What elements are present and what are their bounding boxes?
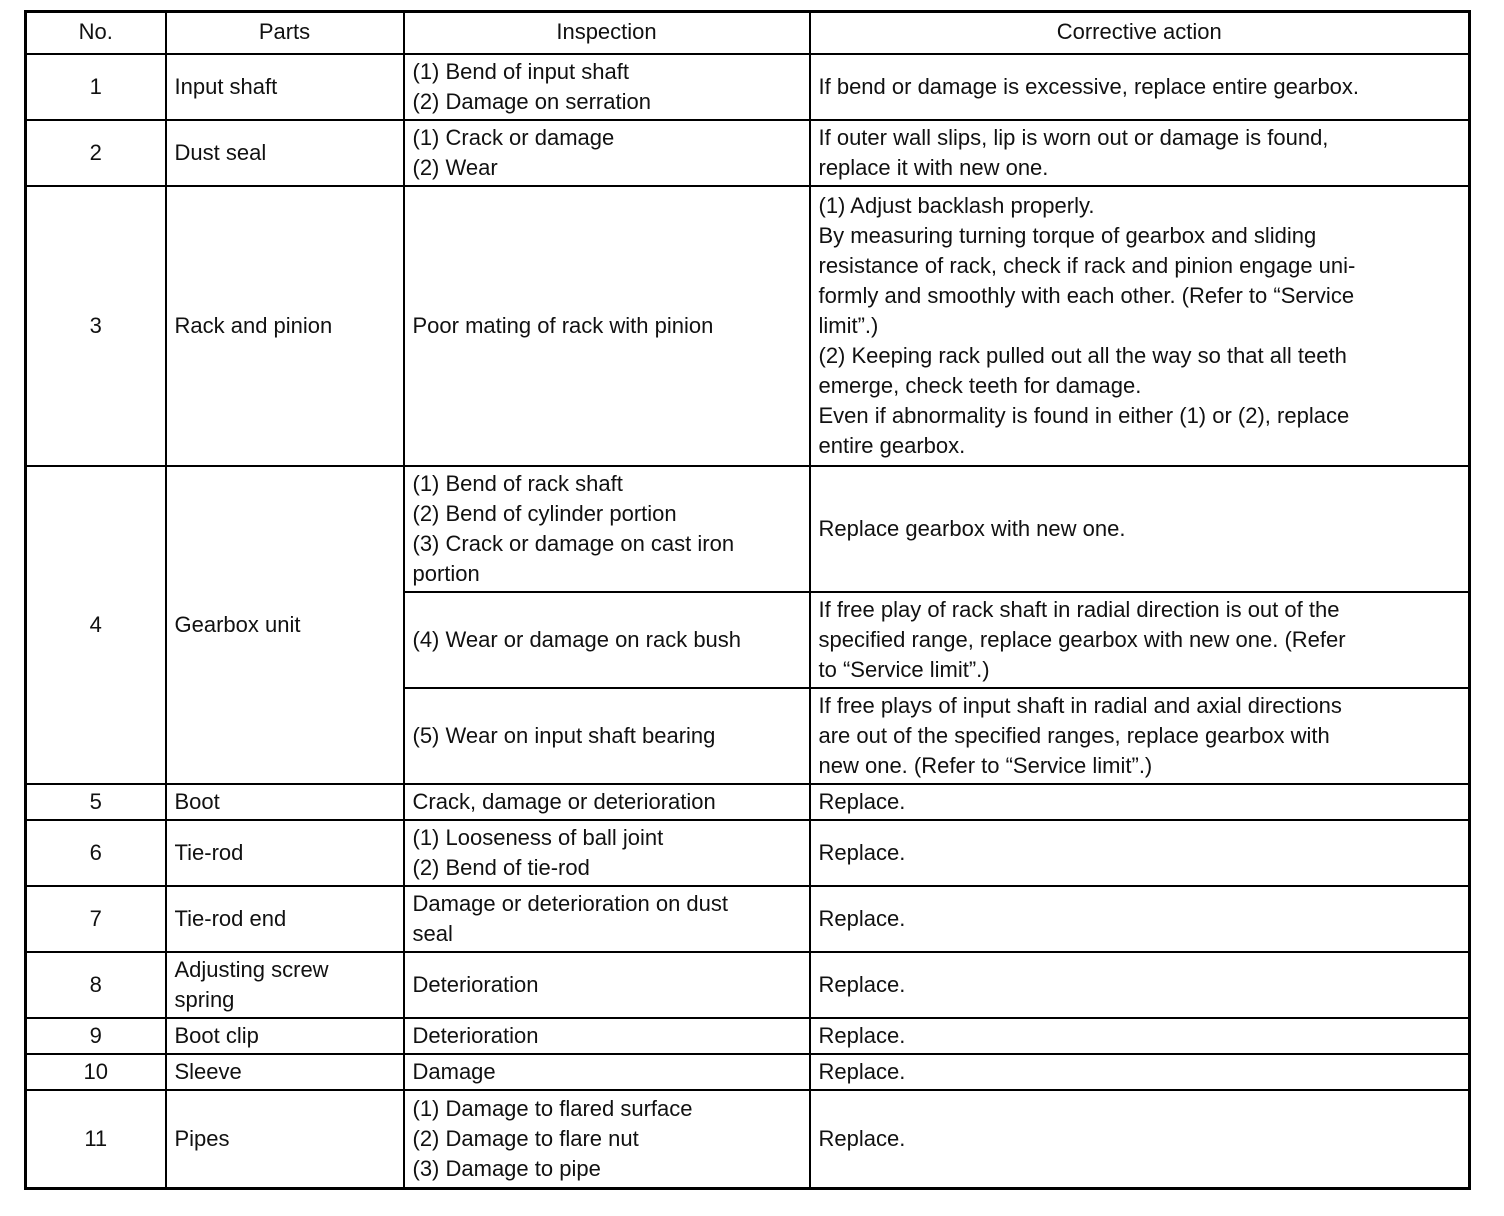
corrective-action: Replace. xyxy=(810,952,1470,1018)
header-row xyxy=(26,12,1470,55)
inspection-item: Deterioration xyxy=(404,952,810,1018)
corrective-action: Replace. xyxy=(810,1090,1470,1188)
part-name: Adjusting screw spring xyxy=(166,952,404,1018)
row-number: 3 xyxy=(26,186,166,466)
table-row xyxy=(26,120,1470,186)
corrective-action: (1) Adjust backlash properly. By measuring turning torque of gearbox and sliding resistance of rack, check if rack and pinion engage uni- formly and smoothly with each other. (Refer to “Service limit”.) (2) Keeping rack pulled out all the way so that all teeth emerge, check teeth for damage. Even if abnormality is found in either (1) or (2), replace entire gearbox. xyxy=(810,186,1470,466)
row-number: 9 xyxy=(26,1018,166,1054)
row-number: 6 xyxy=(26,820,166,886)
row-number: 8 xyxy=(26,952,166,1018)
inspection-item: (4) Wear or damage on rack bush xyxy=(404,592,810,688)
part-name: Tie-rod end xyxy=(166,886,404,952)
row-number: 2 xyxy=(26,120,166,186)
row-number: 1 xyxy=(26,54,166,120)
corrective-action: Replace. xyxy=(810,784,1470,820)
header-corrective-action: Corrective action xyxy=(810,12,1470,55)
table-row xyxy=(26,820,1470,886)
table-row xyxy=(26,1090,1470,1188)
part-name: Rack and pinion xyxy=(166,186,404,466)
row-number: 7 xyxy=(26,886,166,952)
part-name: Pipes xyxy=(166,1090,404,1188)
inspection-item: (1) Looseness of ball joint (2) Bend of tie-rod xyxy=(404,820,810,886)
inspection-item: Damage xyxy=(404,1054,810,1090)
inspection-item: Crack, damage or deterioration xyxy=(404,784,810,820)
header-no: No. xyxy=(26,12,166,55)
corrective-action: If free plays of input shaft in radial and axial directions are out of the specified ranges, replace gearbox with new one. (Refer to “Service limit”.) xyxy=(810,688,1470,784)
inspection-item: (1) Crack or damage (2) Wear xyxy=(404,120,810,186)
part-name: Dust seal xyxy=(166,120,404,186)
inspection-item: Poor mating of rack with pinion xyxy=(404,186,810,466)
row-number: 11 xyxy=(26,1090,166,1188)
table-row xyxy=(26,54,1470,120)
corrective-action: Replace. xyxy=(810,820,1470,886)
inspection-item: (1) Bend of rack shaft (2) Bend of cylinder portion (3) Crack or damage on cast iron portion xyxy=(404,466,810,592)
inspection-item: (1) Bend of input shaft (2) Damage on serration xyxy=(404,54,810,120)
part-name: Gearbox unit xyxy=(166,466,404,784)
inspection-item: Damage or deterioration on dust seal xyxy=(404,886,810,952)
inspection-item: (5) Wear on input shaft bearing xyxy=(404,688,810,784)
corrective-action: Replace. xyxy=(810,1018,1470,1054)
part-name: Boot xyxy=(166,784,404,820)
corrective-action: Replace gearbox with new one. xyxy=(810,466,1470,592)
inspection-item: (1) Damage to flared surface (2) Damage to flare nut (3) Damage to pipe xyxy=(404,1090,810,1188)
table-row xyxy=(26,1054,1470,1090)
row-number: 10 xyxy=(26,1054,166,1090)
corrective-action: Replace. xyxy=(810,886,1470,952)
part-name: Tie-rod xyxy=(166,820,404,886)
table-row xyxy=(26,466,1470,592)
inspection-item: Deterioration xyxy=(404,1018,810,1054)
table-row xyxy=(26,186,1470,466)
inspection-table xyxy=(24,10,1471,1190)
part-name: Boot clip xyxy=(166,1018,404,1054)
row-number: 5 xyxy=(26,784,166,820)
row-number: 4 xyxy=(26,466,166,784)
corrective-action: If bend or damage is excessive, replace entire gearbox. xyxy=(810,54,1470,120)
part-name: Sleeve xyxy=(166,1054,404,1090)
header-parts: Parts xyxy=(166,12,404,55)
table-row xyxy=(26,952,1470,1018)
corrective-action: If free play of rack shaft in radial direction is out of the specified range, replace gearbox with new one. (Refer to “Service limit”.) xyxy=(810,592,1470,688)
corrective-action: Replace. xyxy=(810,1054,1470,1090)
part-name: Input shaft xyxy=(166,54,404,120)
header-inspection: Inspection xyxy=(404,12,810,55)
table-row xyxy=(26,886,1470,952)
table-row xyxy=(26,784,1470,820)
corrective-action: If outer wall slips, lip is worn out or damage is found, replace it with new one. xyxy=(810,120,1470,186)
table-row xyxy=(26,1018,1470,1054)
